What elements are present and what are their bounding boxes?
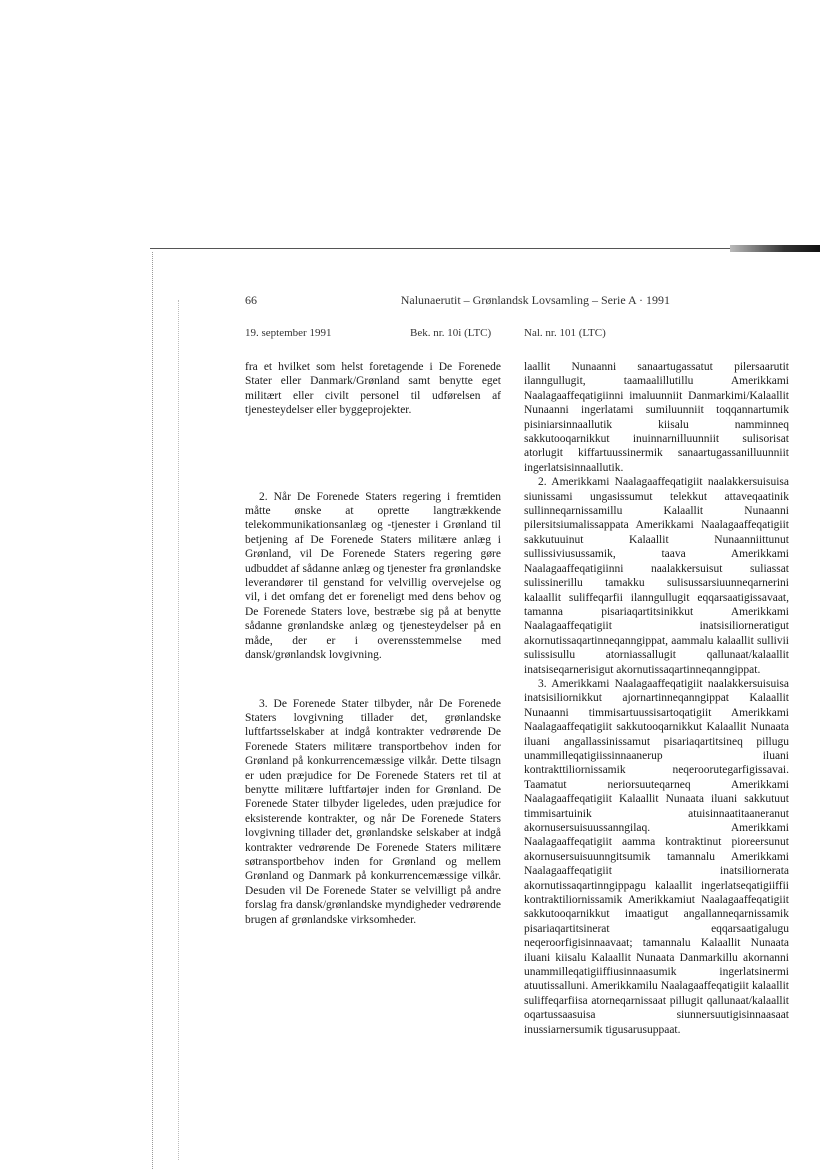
greenlandic-paragraph-1: laallit Nunaanni sanaartugassatut pilersaarutit ilanngullugit, taamaalillutillu Amerikkami Naalagaaffeqatigiinni imaluunniit Danmarkimi/Kalaallit Nunaanni ingerlatami sumiluunniit toqqannartumik pisiniarsinnaallutik kiisalu namminneq sakkutooqarnikkut inuinnarnilluunniit sulisorisat atorlugit kiffartuussinermik sanaartugassanilluunniit ingerlatsisinnaallutik.	[524, 361, 789, 474]
date-label: 19. september 1991	[245, 327, 332, 339]
scan-shadow-top	[150, 248, 820, 255]
page-number: 66	[245, 293, 257, 307]
danish-column	[245, 360, 501, 927]
danish-paragraph-3: 3. De Forenede Stater tilbyder, når De Forenede Staters lovgivning tillader det, grønlandske luftfartsselskaber at indgå kontrakter vedrørende De Forenede Staters militære transportbehov inden for Grønland på konkurrencemæssige vilkår. Dette tilsagn er uden præjudice for De Forenede Staters ret til at benytte militære luftfartøjer inden for Grønland. De Forenede Stater tilbyder ligeledes, uden præjudice for eksisterende kontrakter, og når De Forenede Staters lovgivning tillader det, grønlandske selskaber at indgå kontrakter vedrørende De Forenede Staters militære søtransportbehov inden for Grønland og mellem Grønland og Danmark på konkurrencemæssige vilkår. Desuden vil De Forenede Stater se velvilligt på andre forslag fra dansk/grønlandske myndigheder vedrørende brugen af grønlandske virksomheder.	[245, 697, 501, 926]
greenlandic-paragraph-2: 2. Amerikkami Naalagaaffeqatigiit naalakkersuisuisa siunissami ungasissumut telekkut attaveqaatinik sullinneqarnissamillu Kalaallit Nunaanni pilersitsiumalissappata Amerikkami Naalagaaffeqatigiit sakkutuuinut Kalaallit Nunaanniittunut sullissiviusussamik, taava Amerikkami Naalagaaffeqatigiinni naalakkersuisut suliassat sulissinerillu tamakku sulisussarsiuunneqarnerini kalaallit suliffeqarfii ilanngullugit eqqarsaatigissavaat, tamanna pisariaqartitsinikkut Amerikkami Naalagaaffeqatigiit inatsisiliorneratigut akornutissaqartinneqanngippat, aammalu kalaallit sullivii sulissisullu atorniassallugit qallunaat/kalaallit inatsiseqarnerisigut akornutissaqartinneqanngippat.	[524, 476, 789, 676]
greenlandic-paragraph-3: 3. Amerikkami Naalagaaffeqatigiit naalakkersuisuisa inatsisiliornikkut ajornartinneqanngippat Kalaallit Nunaanni timmisartuussisartoqatigiit Amerikkami Naalagaaffeqatigiit sakkutooqarnikkut Kalaallit Nunaata iluani angallassinissamut pisariaqartitsineq pillugu unammilleqatigiissinnaanerup iluani kontrakttiliornissamik neqeroorutegarfigissavai. Taamatut neriorsuuteqarneq Amerikkami Naalagaaffeqatigiit Kalaallit Nunaata iluani sakkutuut timmisartuinik atuisinnaatitaaneranut akornusersuisuussanngilaq. Amerikkami Naalagaaffeqatigiit aamma kontraktinut pioreersunut akornusersuisuunngitsumik tamannalu Amerikkami Naalagaaffeqatigiit inatsiliornerata akornutissaqartinngippagu kalaallit ingerlatseqatigiiffii kontraktiliornissamik Amerikkamiut Naalagaaffeqatigiit sakkutooqarnikkut imaatigut angallanneqarnissamik pisariaqartitsinerat eqqarsaatigalugu neqeroorfigisinnaavaat; tamannalu Kalaallit Nunaata iluani kiisalu Kalaallit Nunaata Danmarkillu akornanni unammilleqatigiiffiusinnaasumik ingerlatsinermi atuutissalluni. Amerikkamilu Naalagaaffeqatigiit kalaallit suliffeqarfiisa atorneqarnissaat pillugit qallunaat/kalaallit oqartussaasuisa siunnersuutigisinnaasaat inussiarnersumik tigusarusuppaat.	[524, 677, 789, 1036]
right-reference: Nal. nr. 101 (LTC)	[524, 327, 606, 339]
danish-paragraph-1: fra et hvilket som helst foretagende i De Forenede Stater eller Danmark/Grønland samt benytte eget militært eller civilt personel til udførelsen af tjenesteydelser eller byggeprojekter.	[245, 361, 501, 417]
danish-paragraph-2: 2. Når De Forenede Staters regering i fremtiden måtte ønske at oprette langtrækkende telekommunikationsanlæg og -tjenester i Grønland til betjening af De Forenede Staters militære anlæg i Grønland, vil De Forenede Staters regering gøre udbuddet af sådanne anlæg og tjenester fra grønlandske leverandører til genstand for velvillig overvejelse og vil, i det omfang det er foreneligt med dens behov og De Forenede Staters love, bestræbe sig på at benytte sådanne grønlandske anlæg og tjenesteydelser på en måde, der er i overensstemmelse med dansk/grønlandsk lovgivning.	[245, 490, 501, 662]
running-title: Nalunaerutit – Grønlandsk Lovsamling – Serie A · 1991	[400, 293, 670, 307]
greenlandic-column	[524, 360, 789, 1037]
scan-shadow-left-inner	[178, 300, 180, 1160]
left-reference: Bek. nr. 10i (LTC)	[410, 327, 492, 339]
